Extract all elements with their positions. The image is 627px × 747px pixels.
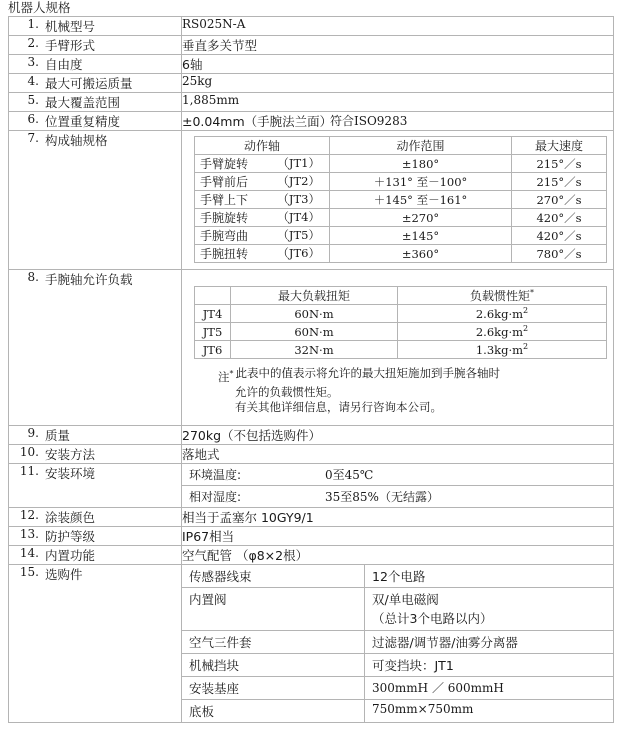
wrist-jt: JT6: [195, 341, 231, 359]
table-row-options: [9, 564, 614, 722]
spec-label-cell: [9, 444, 182, 463]
axis-name-cell: [195, 245, 330, 263]
axis-speed: 780°／s: [512, 245, 607, 263]
option-row: [182, 653, 613, 676]
axis-spec-cell: [182, 131, 614, 270]
spec-label-cell: [9, 55, 182, 74]
wrist-load-table: [194, 286, 607, 359]
row-label: 手臂形式: [45, 38, 96, 53]
axis-range: ±145°: [330, 227, 512, 245]
axis-header-axis: 动作轴: [195, 137, 330, 155]
wrist-torque: 60N·m: [231, 323, 398, 341]
wrist-load-note: [194, 359, 607, 419]
row-label: 机械型号: [45, 19, 96, 34]
environment-row-temperature: [182, 464, 613, 486]
wrist-header-torque: 最大负载扭矩: [231, 287, 398, 305]
wrist-jt: JT4: [195, 305, 231, 323]
table-row-axis-spec: [9, 131, 614, 270]
axis-range: ±360°: [330, 245, 512, 263]
axis-name-cell: [195, 227, 330, 245]
axis-header-range: 动作范围: [330, 137, 512, 155]
spec-label-cell: [9, 564, 182, 722]
row-number: 11.: [19, 463, 39, 478]
row-number: 6.: [27, 112, 39, 126]
axis-table-header-row: [195, 137, 607, 155]
spec-label-cell: [9, 17, 182, 36]
option-value: 300mmH ／ 600mmH: [365, 676, 614, 699]
spec-value-cell: 空气配管 （φ8×2根）: [182, 545, 614, 564]
row-label: 选购件: [45, 566, 83, 582]
wrist-inertia: $2.6kg\cdot m^2$: [398, 305, 607, 323]
row-number: 9.: [27, 425, 39, 440]
row-number: 13.: [19, 526, 39, 541]
wrist-torque: 32N·m: [231, 341, 398, 359]
axis-label: 手臂旋转: [200, 157, 249, 171]
axis-range: ±270°: [330, 209, 512, 227]
spec-value-cell: 相当于孟塞尔 10GY9/1: [182, 507, 614, 526]
option-key: 空气三件套: [182, 630, 365, 653]
robot-specification-table: [8, 16, 614, 723]
option-row: [182, 587, 613, 630]
axis-speed: 270°／s: [512, 191, 607, 209]
spec-label-cell: [9, 36, 182, 55]
table-row: [9, 444, 614, 463]
row-label: 内置功能: [45, 547, 96, 563]
row-label: 手腕轴允许负载: [45, 272, 133, 287]
note-line-3: 有关其他详细信息，请另行咨询本公司。: [235, 399, 442, 414]
wrist-table-row: [195, 323, 607, 341]
wrist-table-row: [195, 341, 607, 359]
row-label: 质量: [45, 427, 71, 443]
option-key: 机械挡块: [182, 653, 365, 676]
row-label: 最大可搬运质量: [45, 76, 133, 91]
axis-name-cell: [195, 191, 330, 209]
row-number: 14.: [19, 545, 39, 560]
axis-table-row: [195, 209, 607, 227]
env-key: 相对湿度:: [189, 489, 242, 504]
options-table: [182, 565, 613, 722]
axis-label: 手腕弯曲: [200, 229, 249, 243]
accuracy-value: ±0.04mm（手腕法兰面）: [182, 114, 333, 129]
axis-table-row: [195, 245, 607, 263]
spec-label-cell: [9, 463, 182, 507]
options-cell: [182, 564, 614, 722]
spec-value-cell: 垂直多关节型: [182, 36, 614, 55]
option-row: [182, 630, 613, 653]
option-value-line1: 双/单电磁阀: [372, 591, 439, 607]
axis-jt: （JT1）: [277, 156, 320, 170]
wrist-jt: JT5: [195, 323, 231, 341]
spec-label-cell: [9, 93, 182, 112]
option-value: 可变挡块：JT1: [365, 653, 614, 676]
axis-name-cell: [195, 209, 330, 227]
option-row: [182, 565, 613, 588]
axis-label: 手腕旋转: [200, 211, 249, 225]
option-key: 底板: [182, 699, 365, 722]
spec-label-cell: [9, 112, 182, 131]
spec-value-cell: 6轴: [182, 55, 614, 74]
wrist-inertia: $2.6kg\cdot m^2$: [398, 323, 607, 341]
spec-label-cell: [9, 507, 182, 526]
spec-value-cell: 25kg: [182, 74, 614, 93]
axis-label: 手臂前后: [200, 175, 249, 189]
axis-name-cell: [195, 173, 330, 191]
row-label: 安装环境: [45, 465, 96, 481]
spec-label-cell: [9, 131, 182, 270]
wrist-table-row: [195, 305, 607, 323]
env-value: 0至45℃: [325, 467, 374, 482]
wrist-header-inertia-asterisk: *: [530, 288, 534, 297]
axis-table-row: [195, 191, 607, 209]
row-number: 5.: [27, 93, 39, 107]
row-label: 防护等级: [45, 528, 96, 544]
axis-speed: 215°／s: [512, 173, 607, 191]
row-label: 位置重复精度: [45, 114, 121, 129]
spec-value-cell: 270kg（不包括选购件）: [182, 425, 614, 444]
option-value: 12个电路: [372, 568, 426, 584]
row-number: 3.: [27, 55, 39, 69]
row-number: 10.: [19, 444, 39, 459]
spec-value-cell: RS025N-A: [182, 17, 614, 36]
axis-jt: （JT2）: [277, 174, 320, 188]
option-value-line2: （总计3个电路以内）: [372, 610, 493, 626]
axis-jt: （JT5）: [277, 228, 320, 242]
wrist-torque: 60N·m: [231, 305, 398, 323]
row-number: 1.: [27, 17, 39, 31]
row-number: 2.: [27, 36, 39, 50]
axis-range: ±180°: [330, 155, 512, 173]
env-key: 环境温度:: [189, 467, 242, 482]
axis-speed: 215°／s: [512, 155, 607, 173]
table-row: [9, 74, 614, 93]
spec-label-cell: [9, 526, 182, 545]
axis-range: ＋145° 至－161°: [330, 191, 512, 209]
option-value: [365, 587, 614, 630]
note-line-1: 此表中的值表示将允许的最大扭矩施加到手腕各轴时: [235, 366, 500, 380]
axis-jt: （JT3）: [277, 192, 320, 206]
table-row: [9, 55, 614, 74]
note-tag: 注*: [218, 369, 234, 384]
note-line-2: 允许的负载惯性矩。: [235, 384, 339, 399]
wrist-load-cell: [182, 270, 614, 426]
table-row: [9, 545, 614, 564]
axis-label: 手腕扭转: [200, 247, 249, 261]
row-number: 12.: [19, 507, 39, 522]
spec-value-cell: [182, 112, 614, 131]
spec-label-cell: [9, 545, 182, 564]
spec-label-cell: [9, 270, 182, 426]
axis-jt: （JT6）: [277, 246, 320, 260]
axis-spec-table: [194, 136, 607, 263]
option-key: 传感器线束: [182, 565, 365, 588]
table-row: [9, 112, 614, 131]
page-title: 机器人规格: [8, 0, 71, 15]
row-number: 15.: [19, 564, 39, 579]
table-row: [9, 526, 614, 545]
option-row: [182, 699, 613, 722]
row-number: 7.: [27, 131, 39, 145]
wrist-header-blank: [195, 287, 231, 305]
table-row: [9, 425, 614, 444]
option-row: [182, 676, 613, 699]
row-label: 安装方法: [45, 446, 96, 462]
spec-value-cell: IP67相当: [182, 526, 614, 545]
row-label: 最大覆盖范围: [45, 95, 121, 110]
axis-table-row: [195, 173, 607, 191]
row-number: 8.: [27, 270, 39, 284]
option-key: 安装基座: [182, 676, 365, 699]
axis-name-cell: [195, 155, 330, 173]
table-row: [9, 507, 614, 526]
table-row-wrist-load: [9, 270, 614, 426]
axis-jt: （JT4）: [277, 210, 320, 224]
spec-value-cell: 1,885mm: [182, 93, 614, 112]
row-number: 4.: [27, 74, 39, 88]
axis-range: ＋131° 至－100°: [330, 173, 512, 191]
table-row: [9, 93, 614, 112]
axis-table-row: [195, 155, 607, 173]
row-label: 自由度: [45, 57, 83, 72]
option-value: 过滤器/调节器/油雾分离器: [365, 630, 614, 653]
environment-row-humidity: [182, 486, 613, 507]
environment-cell: [182, 463, 614, 507]
axis-header-speed: 最大速度: [512, 137, 607, 155]
axis-speed: 420°／s: [512, 209, 607, 227]
table-row-environment: [9, 463, 614, 507]
axis-speed: 420°／s: [512, 227, 607, 245]
env-value: 35至85%（无结露）: [325, 489, 439, 504]
spec-label-cell: [9, 74, 182, 93]
option-value: 750mm×750mm: [365, 699, 614, 722]
wrist-inertia: $1.3kg\cdot m^2$: [398, 341, 607, 359]
row-label: 涂装颜色: [45, 509, 96, 525]
wrist-header-inertia: 负载惯性矩*: [398, 287, 607, 305]
table-row: [9, 36, 614, 55]
axis-label: 手臂上下: [200, 193, 249, 207]
option-key: 内置阀: [182, 587, 365, 630]
spec-label-cell: [9, 425, 182, 444]
row-label: 构成轴规格: [45, 133, 108, 148]
wrist-table-header-row: [195, 287, 607, 305]
spec-value-cell: 落地式: [182, 444, 614, 463]
axis-table-row: [195, 227, 607, 245]
accuracy-standard: 符合ISO9283: [330, 114, 408, 128]
table-row: [9, 17, 614, 36]
